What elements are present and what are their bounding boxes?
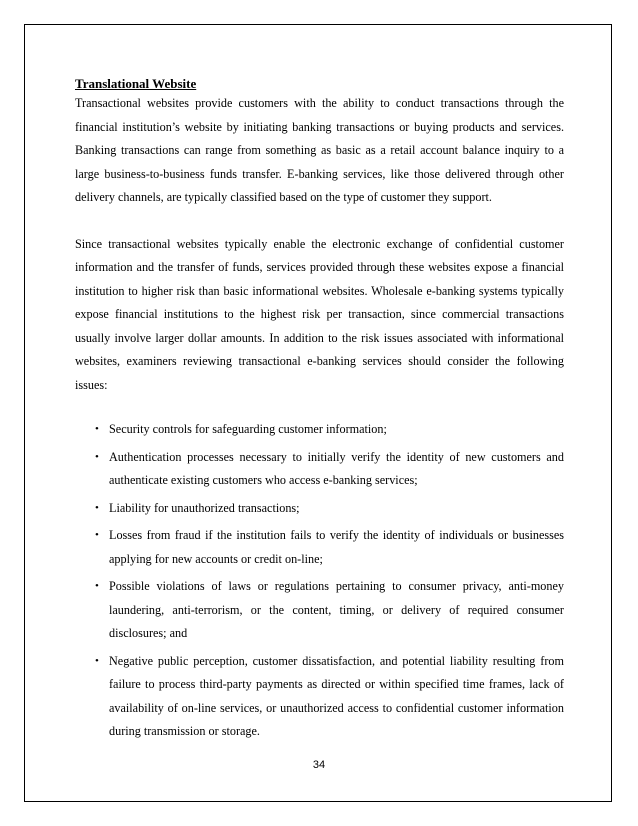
section-heading: Translational Website [75,76,197,91]
bullet-icon: • [95,580,99,592]
list-item [75,446,564,493]
list-item [75,524,564,571]
list-item-text: Liability for unauthorized transactions; [109,500,300,515]
list-item [75,650,564,744]
issues-list [75,418,564,744]
bullet-icon: • [95,654,99,667]
list-item [75,418,564,442]
paragraph-intro: Transactional websites provide customers with the ability to conduct transactions through the financial institution’s website by initiating banking transactions or buying products and services. Banking transactions can range from something as basic as a retail account balance inquiry to a large business-to-business funds transfer. E-banking services, like those delivered through other delivery channels, are typically classified based on the type of customer they support. [75,96,564,204]
bullet-icon: • [95,529,99,541]
bullet-icon: • [95,501,99,514]
paragraph-risk: Since transactional websites typically enable the electronic exchange of confidential customer information and the transfer of funds, services provided through these websites expose a financial institution to higher risk than basic informational websites. Wholesale e-banking systems typically expose financial institutions to the highest risk per transaction, since commercial transactions usually involve larger dollar amounts. In addition to the risk issues associated with informational websites, examiners reviewing transactional e-banking services should consider the following issues: [75,236,564,392]
list-item-text: Possible violations of laws or regulations pertaining to consumer privacy, anti-money laundering, anti-terrorism, or the content, timing, or delivery of required consumer disclosures; and [109,579,564,640]
list-item-text: Security controls for safeguarding customer information; [109,422,387,436]
list-item-text: Negative public perception, customer dissatisfaction, and potential liability resulting from failure to process third-party payments as directed or within specified time frames, lack of availability of on-line services, or unauthorized access to confidential customer information during transmission or storage. [109,653,564,738]
document-body [75,76,564,748]
page-number: 34 [312,759,326,771]
list-item [75,497,564,521]
list-item-text: Authentication processes necessary to initially verify the identity of new customers and authenticate existing customers who access e-banking services; [109,449,564,487]
bullet-icon: • [95,450,99,463]
bullet-icon: • [95,423,99,435]
list-item [75,575,564,646]
list-item-text: Losses from fraud if the institution fails to verify the identity of individuals or businesses applying for new accounts or credit on-line; [109,528,564,566]
